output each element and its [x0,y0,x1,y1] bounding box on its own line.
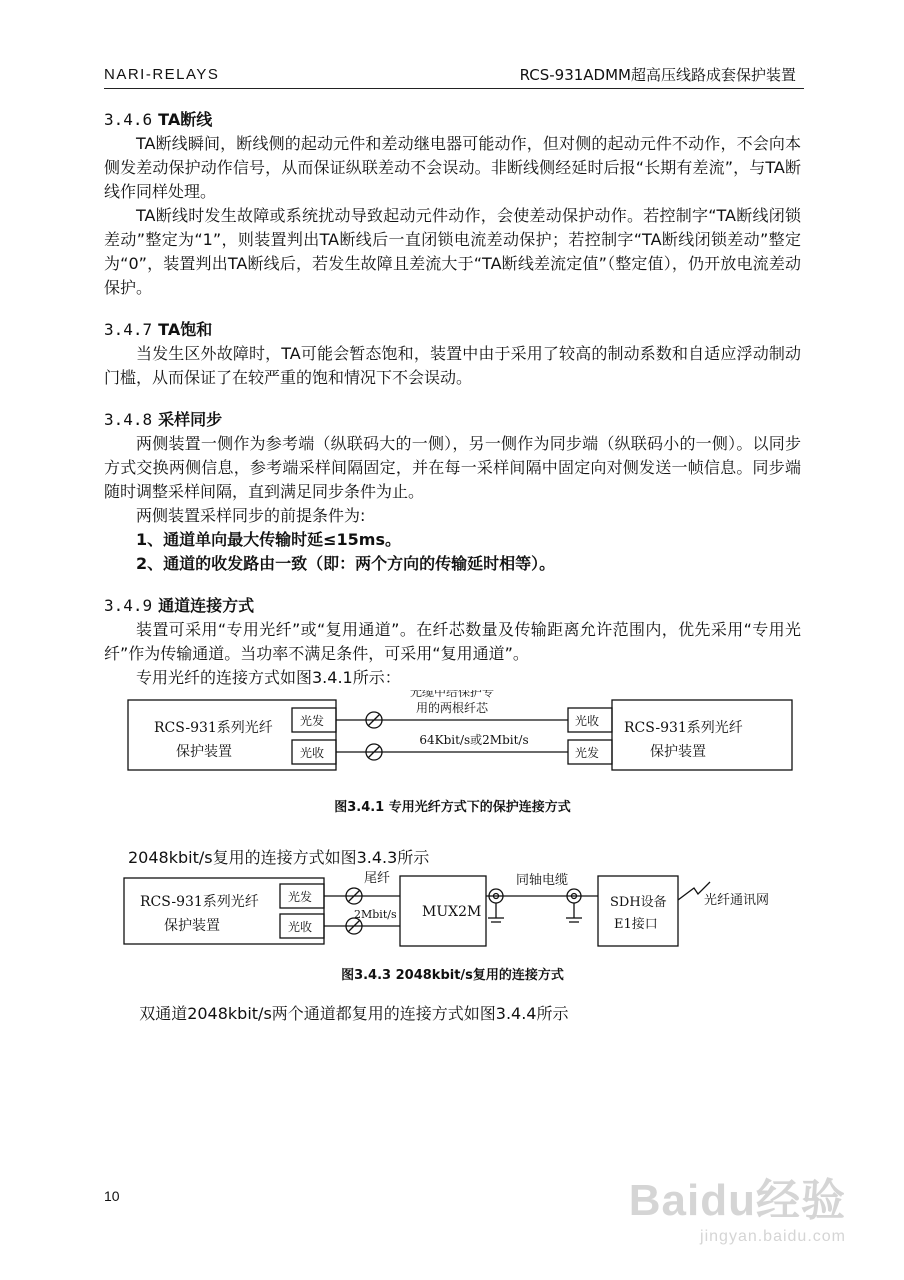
section-3-4-8-para-1: 两侧装置一侧作为参考端（纵联码大的一侧），另一侧作为同步端（纵联码小的一侧）。以同步方式交换两侧信息，参考端采样间隔固定，并在每一采样间隔中固定向对侧发送一帧信息。同步端随时调整采样间隔，直到满足同步条件为止。 [104,434,801,501]
fig3-pigtail: 尾纤 [364,871,391,886]
section-3-4-6-para-1: TA断线瞬间，断线侧的起动元件和差动继电器可能动作，但对侧的起动元件不动作，不会向本侧发差动保护动作信号，从而保证纵联差动不会误动。非断线侧经延时后报“长期有差流”，与TA断线作同样处理。 [104,134,801,201]
fig1-note-line1: 光缆中给保护专 [409,690,495,699]
figure-3-4-1 [104,690,801,788]
section-3-4-6-heading: 3.4.6 TA断线 [104,110,213,129]
fig1-left-box-line2: 保护装置 [176,744,232,760]
fig1-note-line2: 用的两根纤芯 [415,701,489,715]
header-left: NARI-RELAYS [104,66,220,83]
fig1-left-rx: 光收 [300,746,325,760]
fig3-rx: 光收 [288,920,313,934]
page-content [104,108,801,1026]
fig1-right-box-line1: RCS-931系列光纤 [624,720,743,736]
baidu-watermark [629,1164,846,1246]
para-2048-intro: 2048kbit/s复用的连接方式如图3.4.3所示 [128,848,430,867]
page-number: 10 [104,1188,120,1204]
figure-3-4-3-diagram [104,870,801,956]
fig1-right-tx: 光发 [575,746,600,760]
fig3-box-line2: 保护装置 [164,918,220,934]
fig3-mux: MUX2M [422,904,482,920]
fig3-network: 光纤通讯网 [704,893,770,908]
watermark-url: jingyan.baidu.com [700,1228,846,1245]
section-3-4-7-para-1: 当发生区外故障时，TA可能会暂态饱和，装置中由于采用了较高的制动系数和自适应浮动制动门槛，从而保证了在较严重的饱和情况下不会误动。 [104,344,801,387]
header-right: RCS-931ADMM超高压线路成套保护装置 [519,66,796,84]
header-rule [104,88,804,89]
fig1-left-box-line1: RCS-931系列光纤 [154,720,273,736]
fig1-right-box-line2: 保护装置 [650,744,706,760]
section-3-4-7-heading: 3.4.7 TA饱和 [104,320,213,339]
fig3-tx: 光发 [288,890,313,904]
section-3-4-9-para-1: 装置可采用“专用光纤”或“复用通道”。在纤芯数量及传输距离允许范围内，优先采用“专用光纤”作为传输通道。当功率不满足条件，可采用“复用通道”。 [104,620,801,663]
figure-3-4-3 [104,870,801,956]
watermark-brand: Baidu经验 [628,1176,846,1225]
fig3-box-line1: RCS-931系列光纤 [140,894,259,910]
figure-3-4-1-diagram [104,690,801,788]
fig1-right-rx: 光收 [575,714,600,728]
section-3-4-8-para-2: 两侧装置采样同步的前提条件为: [136,506,366,525]
section-3-4-8-item-1: 1、通道单向最大传输时延≤15ms。 [136,530,402,549]
section-3-4-6-para-2: TA断线时发生故障或系统扰动导致起动元件动作，会使差动保护动作。若控制字“TA断线闭锁差动”整定为“1”，则装置判出TA断线后一直闭锁电流差动保护；若控制字“TA断线闭锁差动”整定为“0”，装置判出TA断线后，若发生故障且差流大于“TA断线差流定值”（整定值），仍开放电流差动保护。 [104,206,801,297]
para-dual-channel: 双通道2048kbit/s两个通道都复用的连接方式如图3.4.4所示 [139,1004,569,1023]
fig3-rate: 2Mbit/s [354,908,397,921]
fig3-sdh-line2: E1接口 [614,917,658,932]
section-3-4-9-para-2: 专用光纤的连接方式如图3.4.1所示： [136,668,401,687]
fig3-coax: 同轴电缆 [516,873,569,888]
fig1-left-tx: 光发 [300,714,325,728]
section-3-4-8-heading: 3.4.8 采样同步 [104,410,223,429]
section-3-4-8-item-2: 2、通道的收发路由一致（即：两个方向的传输延时相等）。 [136,554,556,573]
fig3-sdh-line1: SDH设备 [610,895,667,910]
section-3-4-9-heading: 3.4.9 通道连接方式 [104,596,255,615]
figure-3-4-3-caption: 图3.4.3 2048kbit/s复用的连接方式 [341,968,564,983]
fig1-rate: 64Kbit/s或2Mbit/s [419,733,529,747]
figure-3-4-1-caption: 图3.4.1 专用光纤方式下的保护连接方式 [334,800,571,815]
